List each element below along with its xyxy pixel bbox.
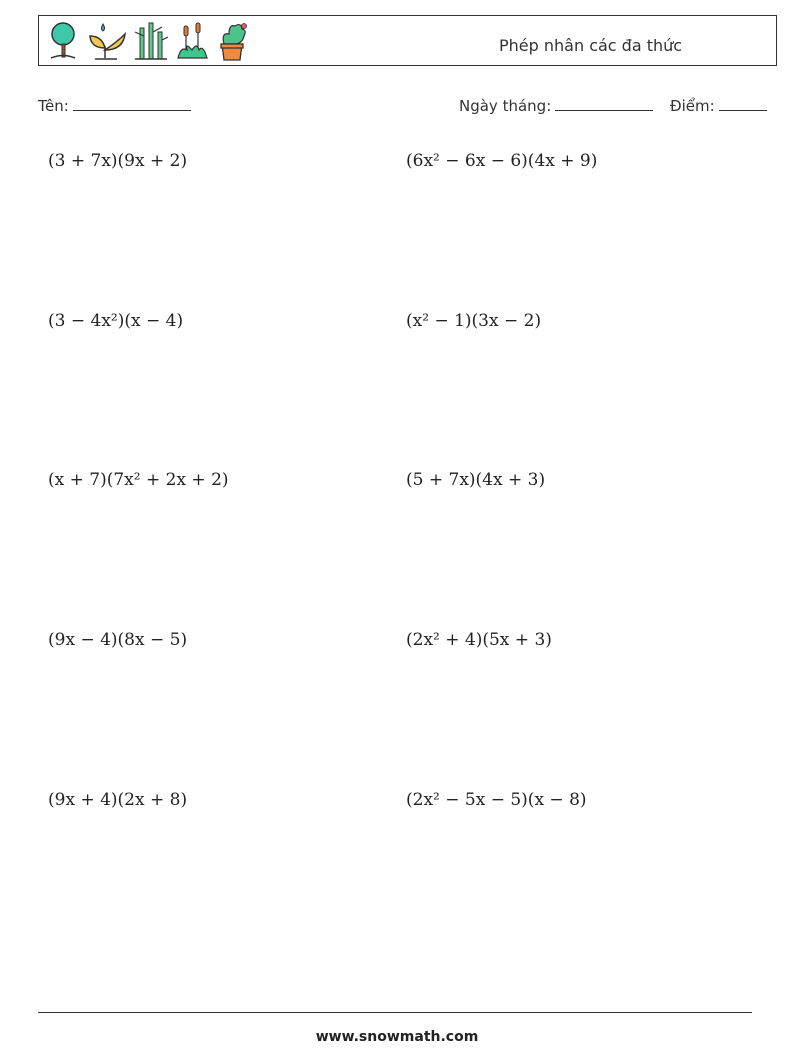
date-blank <box>555 96 653 111</box>
problem-3: (3 − 4x²)(x − 4) <box>48 311 184 331</box>
name-label: Tên: <box>38 97 69 115</box>
bamboo-icon <box>133 20 169 62</box>
date-field <box>459 96 653 115</box>
footer-url[interactable]: www.snowmath.com <box>315 1029 479 1045</box>
worksheet-header <box>38 15 777 66</box>
problem-7: (9x − 4)(8x − 5) <box>48 630 188 650</box>
score-field <box>670 96 767 115</box>
score-blank <box>719 96 767 111</box>
problem-10: (2x² − 5x − 5)(x − 8) <box>406 790 587 810</box>
tree-icon <box>47 20 81 62</box>
name-blank <box>73 96 191 111</box>
name-field <box>38 96 191 115</box>
problem-6: (5 + 7x)(4x + 3) <box>406 470 546 490</box>
score-label: Điểm: <box>670 97 715 115</box>
date-label: Ngày tháng: <box>459 97 552 115</box>
reeds-icon <box>175 20 209 62</box>
footer-divider <box>38 1012 752 1013</box>
problem-2: (6x² − 6x − 6)(4x + 9) <box>406 151 598 171</box>
watered-sprout-icon <box>87 20 127 62</box>
problem-1: (3 + 7x)(9x + 2) <box>48 151 188 171</box>
plant-icons <box>47 20 249 62</box>
problem-8: (2x² + 4)(5x + 3) <box>406 630 552 650</box>
problem-5: (x + 7)(7x² + 2x + 2) <box>48 470 229 490</box>
problem-4: (x² − 1)(3x − 2) <box>406 311 542 331</box>
worksheet-title: Phép nhân các đa thức <box>499 36 683 55</box>
potted-cactus-icon <box>215 20 249 62</box>
problem-9: (9x + 4)(2x + 8) <box>48 790 188 810</box>
